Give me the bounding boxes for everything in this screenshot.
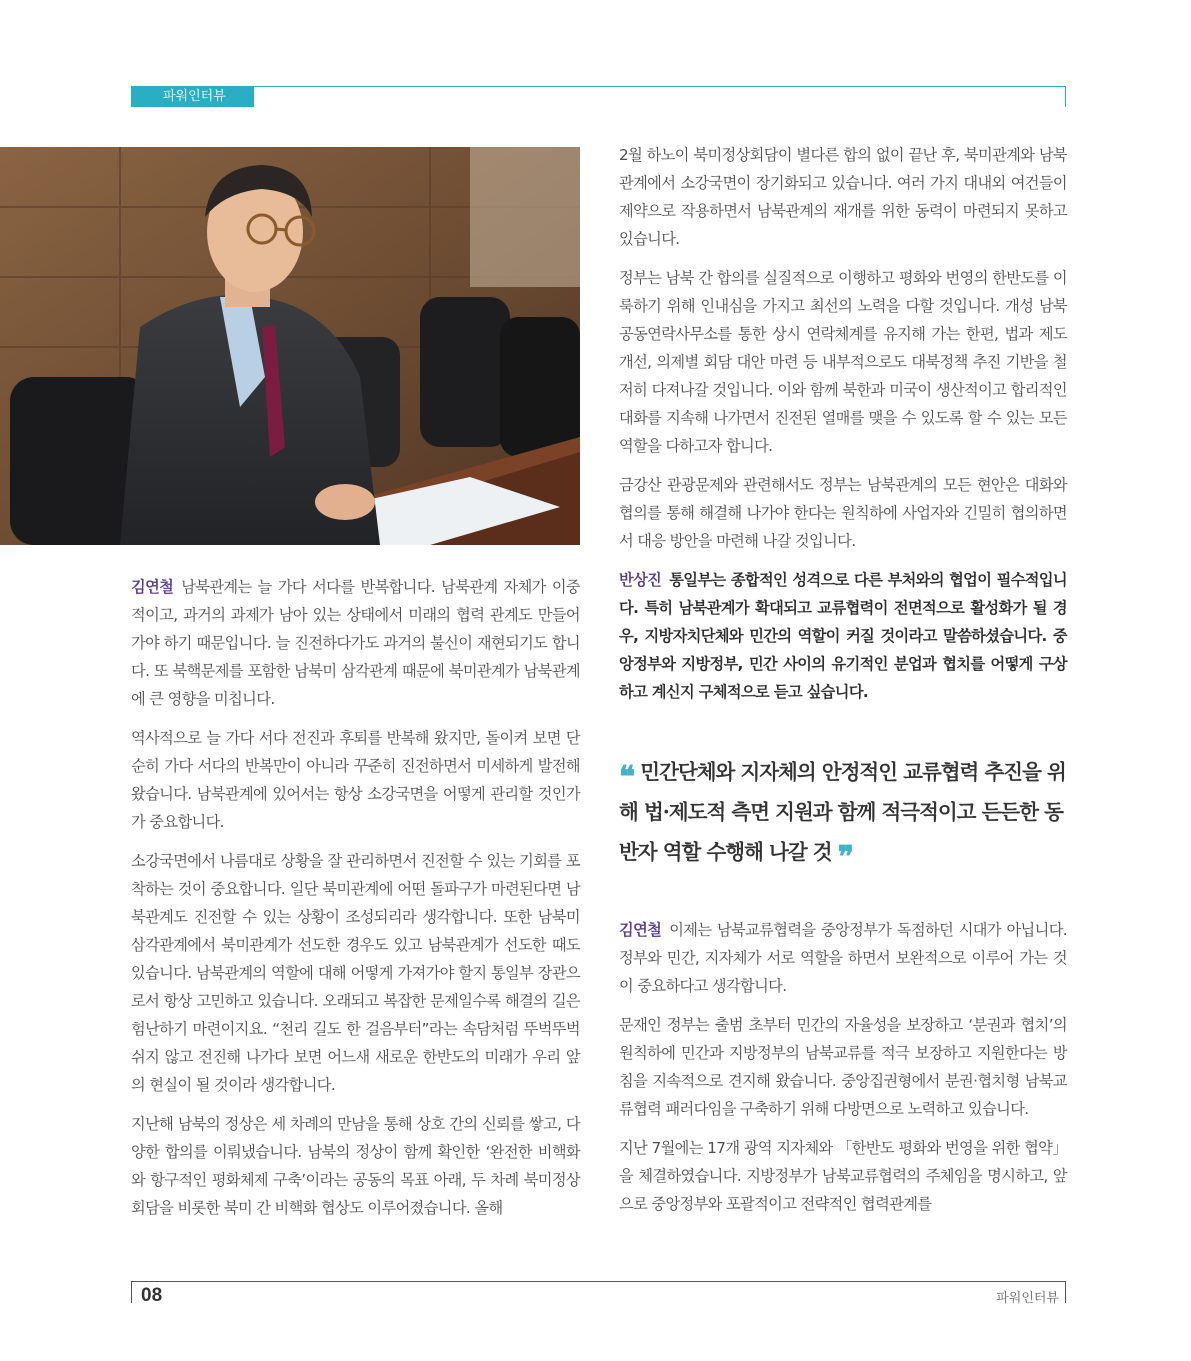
footer-rule-tick-left — [131, 1281, 132, 1303]
footer-section-title: 파워인터뷰 — [996, 1291, 1059, 1306]
open-quote-icon: ❝ — [619, 760, 635, 795]
pull-quote — [619, 752, 1071, 875]
paragraph-text: 이제는 남북교류협력을 중앙정부가 독점하던 시대가 아닙니다. 정부와 민간, 지자체가 서로 역할을 하면서 보완적으로 이루어 가는 것이 중요하다고 생각합니다. — [619, 921, 1067, 995]
speaker-name: 김연철 — [131, 578, 174, 596]
header-rule-tick — [1065, 86, 1066, 107]
paragraph: 문재인 정부는 출범 초부터 민간의 자율성을 보장하고 ‘분권과 협치’의 원칙하에 민간과 지방정부의 남북교류를 적극 보장하고 지원한다는 방침을 지속적으로 견지해 왔습니다. 중앙집권형에서 분권·협치형 남북교류협력 패러다임을 구축하기 위해 다방면으로 노력하고 있습니다. — [619, 1016, 1067, 1118]
paragraph: 역사적으로 늘 가다 서다 전진과 후퇴를 반복해 왔지만, 돌이켜 보면 단순히 가다 서다의 반복만이 아니라 꾸준히 진전하면서 미세하게 발전해 왔습니다. 남북관계에 있어서는 항상 소강국면을 어떻게 관리할 것인가가 중요합니다. — [131, 729, 580, 831]
answer-paragraph — [131, 573, 580, 713]
header-rule — [254, 86, 1066, 87]
interview-question — [619, 566, 1067, 706]
paragraph: 지난해 남북의 정상은 세 차례의 만남을 통해 상호 간의 신뢰를 쌓고, 다양한 합의를 이뤄냈습니다. 남북의 정상이 함께 확인한 ‘완전한 비핵화와 항구적인 평화체제 구축’이라는 공동의 목표 아래, 두 차례 북미정상회담을 비롯한 북미 간 비핵화 협상도 이루어졌습니다. 올해 — [131, 1115, 580, 1217]
portrait-photo — [0, 147, 580, 545]
paragraph: 2월 하노이 북미정상회담이 별다른 합의 없이 끝난 후, 북미관계와 남북관계에서 소강국면이 장기화되고 있습니다. 여러 가지 대내외 여건들이 제약으로 작용하면서 남북관계의 재개를 위한 동력이 마련되지 못하고 있습니다. — [619, 146, 1067, 248]
paragraph: 소강국면에서 나름대로 상황을 잘 관리하면서 진전할 수 있는 기회를 포착하는 것이 중요합니다. 일단 북미관계에 어떤 돌파구가 마련된다면 남북관계도 진전할 수 있는 상황이 조성되리라 생각합니다. 또한 남북미 삼각관계에서 북미관계가 선도한 경우도 있고 남북관계가 선도한 때도 있습니다. 남북관계의 역할에 대해 어떻게 가져가야 할지 통일부 장관으로서 항상 고민하고 있습니다. 오래되고 복잡한 문제일수록 해결의 길은 험난하기 마련이지요. “천리 길도 한 걸음부터”라는 속담처럼 뚜벅뚜벅 쉬지 않고 전진해 나가다 보면 어느새 새로운 한반도의 미래가 우리 앞의 현실이 될 것이라 생각합니다. — [131, 852, 580, 1094]
interviewer-name: 반상진 — [619, 571, 662, 589]
paragraph: 금강산 관광문제와 관련해서도 정부는 남북관계의 모든 현안은 대화와 협의를 통해 해결해 나가야 한다는 원칙하에 사업자와 긴밀히 협의하면서 대응 방안을 마련해 나갈 것입니다. — [619, 476, 1067, 550]
left-column — [131, 573, 580, 1233]
close-quote-icon: ❞ — [837, 840, 853, 875]
footer-rule-tick-right — [1065, 1281, 1066, 1303]
paragraph-text: 남북관계는 늘 가다 서다를 반복합니다. 남북관계 자체가 이중적이고, 과거의 과제가 남아 있는 상태에서 미래의 협력 관계도 만들어 가야 하기 때문입니다. 늘 진전하다가도 과거의 불신이 재현되기도 합니다. 또 북핵문제를 포함한 남북미 삼각관계 때문에 북미관계가 남북관계에 큰 영향을 미칩니다. — [131, 578, 580, 708]
speaker-name: 김연철 — [619, 921, 662, 939]
pull-quote-text: 민간단체와 지자체의 안정적인 교류협력 추진을 위해 법·제도적 측면 지원과 함께 적극적이고 든든한 동반자 역할 수행해 나갈 것 — [619, 760, 1066, 864]
right-column-lower — [619, 916, 1067, 1229]
question-text: 통일부는 종합적인 성격으로 다른 부처와의 협업이 필수적입니다. 특히 남북관계가 확대되고 교류협력이 전면적으로 활성화가 될 경우, 지방자치단체와 민간의 역할이 커질 것이라고 말씀하셨습니다. 중앙정부와 지방정부, 민간 사이의 유기적인 분업과 협치를 어떻게 구상하고 계신지 구체적으로 듣고 싶습니다. — [619, 571, 1067, 701]
portrait-illustration — [0, 147, 580, 545]
page-number: 08 — [141, 1285, 163, 1306]
section-tag: 파워인터뷰 — [131, 86, 254, 107]
answer-paragraph — [619, 916, 1067, 1000]
right-column — [619, 141, 1067, 706]
paragraph: 정부는 남북 간 합의를 실질적으로 이행하고 평화와 번영의 한반도를 이룩하기 위해 인내심을 가지고 최선의 노력을 다할 것입니다. 개성 남북 공동연락사무소를 통한 상시 연락체계를 유지해 가는 한편, 법과 제도 개선, 의제별 회담 대안 마련 등 내부적으로도 대북정책 추진 기반을 철저히 다져나갈 것입니다. 이와 함께 북한과 미국이 생산적이고 합리적인 대화를 지속해 나가면서 진전된 열매를 맺을 수 있도록 할 수 있는 모든 역할을 다하고자 합니다. — [619, 269, 1067, 455]
footer-rule — [131, 1281, 1066, 1282]
paragraph: 지난 7월에는 17개 광역 지자체와 「한반도 평화와 번영을 위한 협약」을 체결하였습니다. 지방정부가 남북교류협력의 주체임을 명시하고, 앞으로 중앙정부와 포괄적이고 전략적인 협력관계를 — [619, 1139, 1067, 1213]
